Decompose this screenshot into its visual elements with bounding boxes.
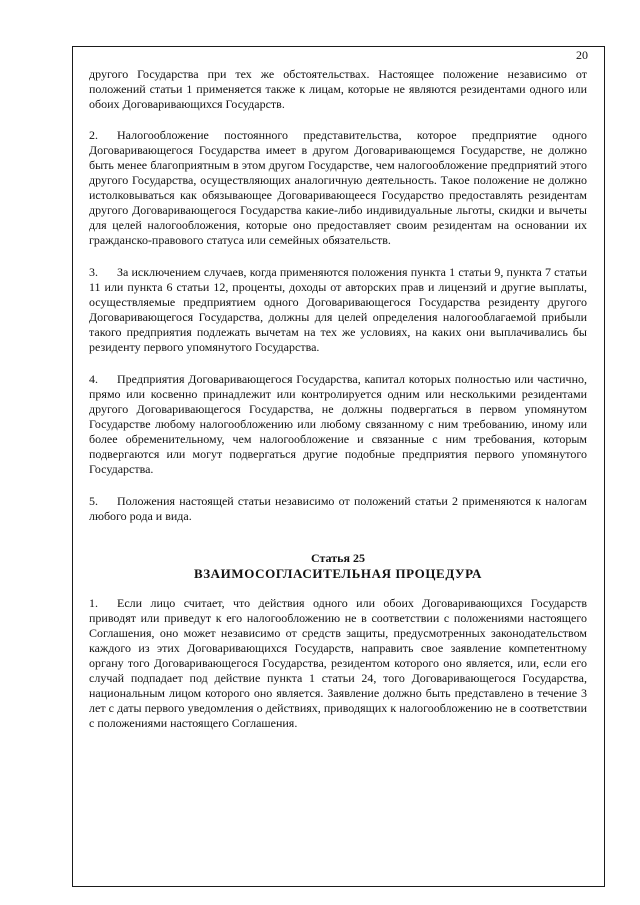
paragraph-number: 3. bbox=[89, 265, 98, 279]
paragraph-3 bbox=[89, 265, 587, 355]
article-number: Статья 25 bbox=[311, 551, 365, 565]
page-number: 20 bbox=[576, 48, 588, 62]
paragraph-5 bbox=[89, 494, 587, 524]
paragraph-2 bbox=[89, 128, 587, 248]
paragraph-text: Положения настоящей статьи независимо от положений статьи 2 применяются к налогам любого рода и вида. bbox=[89, 494, 587, 523]
paragraph-text: За исключением случаев, когда применяются положения пункта 1 статьи 9, пункта 7 статьи 11 или пункта 6 статьи 12, проценты, доходы от авторских прав и лицензий и другие выплаты, осуществляемые предприятием одного Договаривающегося Государства резиденту другого Договаривающегося Государства, должны для целей определения налогооблагаемой прибыли такого предприятия подлежать вычетам на тех же условиях, на каких они выплачивались бы резиденту первого упомянутого Государства. bbox=[89, 265, 587, 354]
article-title: ВЗАИМОСОГЛАСИТЕЛЬНАЯ ПРОЦЕДУРА bbox=[193, 566, 483, 581]
paragraph-number: 1. bbox=[89, 596, 98, 610]
paragraph-number: 2. bbox=[89, 128, 98, 142]
article-heading bbox=[89, 551, 587, 582]
paragraph-number: 5. bbox=[89, 494, 98, 508]
article-paragraph-1 bbox=[89, 596, 587, 731]
paragraph-4 bbox=[89, 372, 587, 477]
paragraph-text: Если лицо считает, что действия одного или обоих Договаривающихся Государств приводят или приведут к его налогообложению не в соответствии с положениями настоящего Соглашения, оно может независимо от средств защиты, предусмотренных законодательством каждого из этих Договаривающихся Государств, направить свое заявление компетентному органу того Договаривающегося Государства, резидентом которого оно является, или, если его случай подпадает под действие пункта 1 статьи 24, того Договаривающегося Государства, национальным лицом которого оно является. Заявление должно быть представлено в течение 3 лет с даты первого уведомления о действиях, приводящих к налогообложению не в соответствии с положениями настоящего Соглашения. bbox=[89, 596, 587, 730]
paragraph-number: 4. bbox=[89, 372, 98, 386]
document-body bbox=[89, 67, 587, 748]
paragraph-text: другого Государства при тех же обстоятельствах. Настоящее положение независимо от положений статьи 1 применяется также к лицам, которые не являются резидентами одного или обоих Договаривающихся Государств. bbox=[89, 67, 587, 111]
paragraph-text: Налогообложение постоянного представительства, которое предприятие одного Договаривающегося Государства имеет в другом Договаривающемся Государстве, не должно быть менее благоприятным в этом другом Государстве, чем налогообложение предприятий этого другого Государства, осуществляющих аналогичную деятельность. Такое положение не должно истолковываться как обязывающее Договаривающееся Государство предоставлять резидентам другого Договаривающегося Государства какие-либо индивидуальные льготы, скидки и вычеты для целей налогообложения, которые оно предоставляет своим резидентам на основании их гражданско-правового статуса или семейных обязательств. bbox=[89, 128, 587, 247]
paragraph-continuation bbox=[89, 67, 587, 112]
paragraph-text: Предприятия Договаривающегося Государства, капитал которых полностью или частично, прямо или косвенно принадлежит или контролируется одним или несколькими резидентами другого Договаривающегося Государства, не должны подвергаться в первом упомянутом Государстве любому налогообложению или любому связанному с ним требованию, иному или более обременительному, чем налогообложение и связанные с ним требования, которым подвергаются или могут подвергаться другие подобные предприятия первого упомянутого Государства. bbox=[89, 372, 587, 476]
